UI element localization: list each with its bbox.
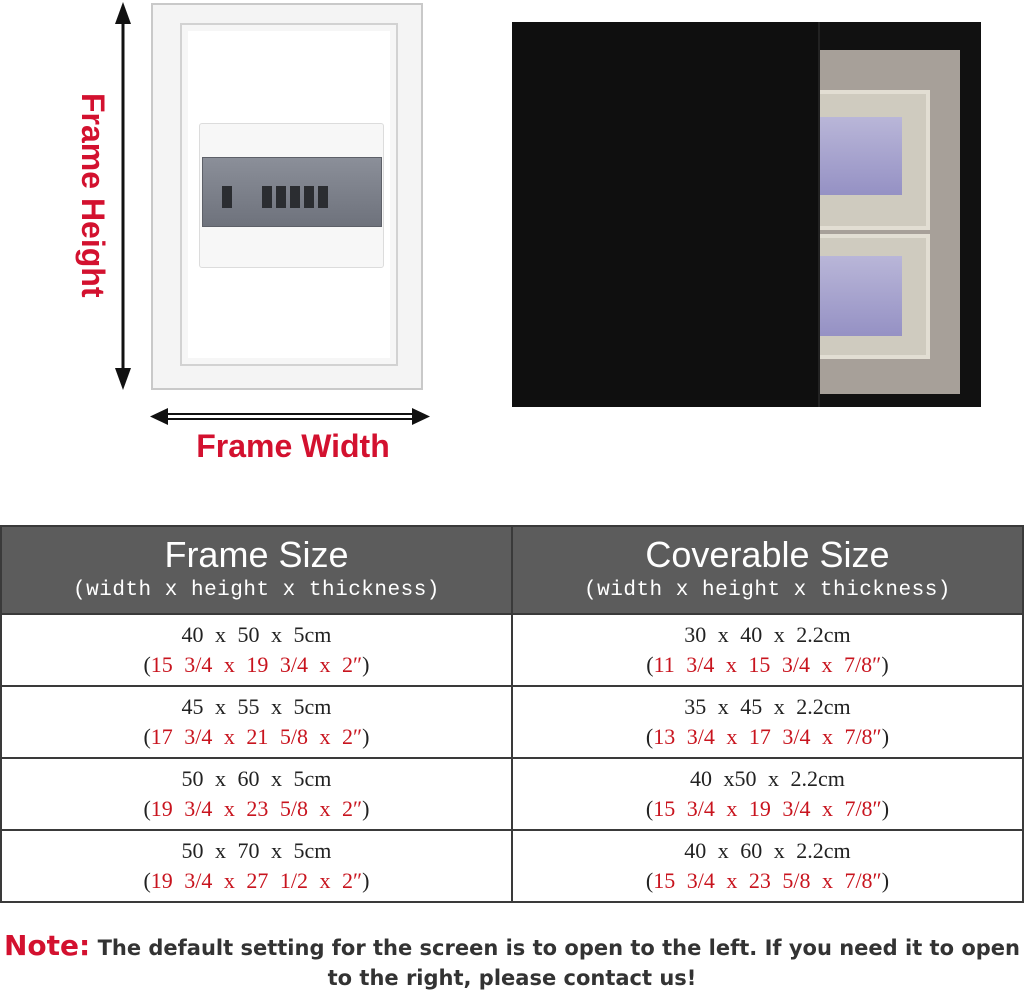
photo-breaker-window-bottom <box>812 256 902 336</box>
size-table <box>0 525 1024 903</box>
metric-size: 30 x 40 x 2.2cm <box>684 622 851 647</box>
header-subtitle: (width x height x thickness) <box>73 579 440 602</box>
metric-size: 40 x 60 x 2.2cm <box>684 838 851 863</box>
imperial-size-value: 19 3/4 x 27 1/2 x 2″ <box>150 868 363 893</box>
imperial-size: (15 3/4 x 19 3/4 x 2″) <box>143 652 370 677</box>
breaker-switch <box>304 186 314 208</box>
imperial-size: (19 3/4 x 23 5/8 x 2″) <box>143 796 370 821</box>
frame-size-cell <box>1 686 512 758</box>
imperial-size-value: 13 3/4 x 17 3/4 x 7/8″ <box>653 724 882 749</box>
photo-breaker-window-top <box>812 117 902 195</box>
breaker-switch <box>262 186 272 208</box>
header-title: Frame Size <box>164 534 349 575</box>
sliding-cover-panel <box>512 22 820 407</box>
breaker-switch <box>276 186 286 208</box>
header-coverable-size <box>512 526 1023 614</box>
breaker-switch <box>290 186 300 208</box>
metric-size: 40 x50 x 2.2cm <box>690 766 845 791</box>
imperial-size-value: 15 3/4 x 19 3/4 x 7/8″ <box>653 796 882 821</box>
imperial-size: (11 3/4 x 15 3/4 x 7/8″) <box>646 652 889 677</box>
frame-size-cell <box>1 830 512 902</box>
coverable-size-cell <box>512 614 1023 686</box>
table-header-row <box>1 526 1023 614</box>
metric-size: 50 x 60 x 5cm <box>181 766 332 791</box>
imperial-size: (17 3/4 x 21 5/8 x 2″) <box>143 724 370 749</box>
coverable-size-cell <box>512 686 1023 758</box>
imperial-size-value: 17 3/4 x 21 5/8 x 2″ <box>150 724 363 749</box>
metric-size: 35 x 45 x 2.2cm <box>684 694 851 719</box>
imperial-size-value: 11 3/4 x 15 3/4 x 7/8″ <box>653 652 882 677</box>
note <box>0 931 1024 993</box>
table-row <box>1 758 1023 830</box>
imperial-size-value: 19 3/4 x 23 5/8 x 2″ <box>150 796 363 821</box>
imperial-size: (15 3/4 x 23 5/8 x 7/8″) <box>645 868 890 893</box>
header-subtitle: (width x height x thickness) <box>584 579 951 602</box>
breaker-switch <box>222 186 232 208</box>
imperial-size-value: 15 3/4 x 19 3/4 x 2″ <box>150 652 363 677</box>
metric-size: 40 x 50 x 5cm <box>181 622 332 647</box>
frame-height-label: Frame Height <box>75 92 111 298</box>
product-photo <box>512 22 981 407</box>
imperial-size: (19 3/4 x 27 1/2 x 2″) <box>143 868 370 893</box>
imperial-size-value: 15 3/4 x 23 5/8 x 7/8″ <box>653 868 882 893</box>
note-label: Note: <box>4 929 91 962</box>
note-text: The default setting for the screen is to open to the left. If you need it to open to the right, please contact us! <box>97 936 1020 990</box>
frame-size-cell <box>1 758 512 830</box>
header-title: Coverable Size <box>645 534 890 575</box>
imperial-size: (13 3/4 x 17 3/4 x 7/8″) <box>645 724 890 749</box>
metric-size: 50 x 70 x 5cm <box>181 838 332 863</box>
coverable-size-cell <box>512 758 1023 830</box>
table-row <box>1 686 1023 758</box>
table-row <box>1 830 1023 902</box>
imperial-size: (15 3/4 x 19 3/4 x 7/8″) <box>645 796 890 821</box>
header-frame-size <box>1 526 512 614</box>
coverable-size-cell <box>512 830 1023 902</box>
table-row <box>1 614 1023 686</box>
frame-width-label: Frame Width <box>196 428 390 464</box>
metric-size: 45 x 55 x 5cm <box>181 694 332 719</box>
breaker-switch <box>318 186 328 208</box>
frame-size-cell <box>1 614 512 686</box>
